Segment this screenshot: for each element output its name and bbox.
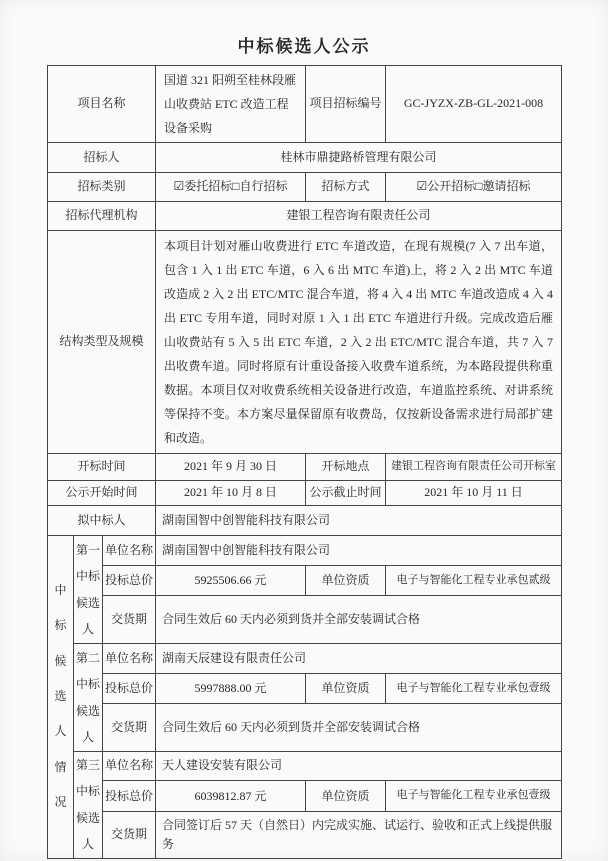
candidate1-delivery-label: 交货期	[103, 596, 156, 644]
candidate3-qualification-value: 电子与智能化工程专业承包壹级	[386, 781, 562, 812]
publicity-end-label: 公示截止时间	[306, 481, 386, 506]
proposed-winner-label: 拟中标人	[48, 506, 156, 536]
candidate1-delivery-value: 合同生效后 60 天内必须到货并全部安装调试合格	[156, 596, 562, 644]
method-label: 招标方式	[306, 173, 386, 202]
publicity-start-label: 公示开始时间	[48, 481, 156, 506]
page-title: 中标候选人公示	[237, 37, 371, 56]
announcement-table	[47, 65, 562, 859]
candidate2-price-value: 5997888.00 元	[156, 674, 306, 704]
candidate3-name-label: 单位名称	[103, 752, 156, 781]
candidate3-price-value: 6039812.87 元	[156, 781, 306, 812]
structure-label: 结构类型及规模	[48, 231, 156, 454]
candidate1-qualification-label: 单位资质	[306, 566, 386, 596]
candidate2-price-label: 投标总价	[103, 674, 156, 704]
category-checkbox-value: ☑委托招标□自行招标	[156, 173, 306, 202]
candidate1-name-label: 单位名称	[103, 536, 156, 566]
structure-description: 本项目计划对雁山收费进行 ETC 车道改造，在现有规模(7 入 7 出车道，包含 1 入 1 出 ETC 车道，6 入 6 出 MTC 车道)上，将 2 入 2 出 MTC 车道改造成 2 入 2 出 ETC/MTC 混合车道，将 4 入 4 出 MTC 车道改造成 4 入 4 出 ETC 专用车道，同时对原 1 入 1 出 ETC 车道进行升级。完成改造后雁山收费站有 5 入 5 出 ETC 车道，2 入 2 出 ETC/MTC 混合车道，共 7 入 7 出收费车道。同时将原有计重设备接入收费车道系统，为本路段提供称重数据。本项目仅对收费系统相关设备进行改造，车道监控系统、对讲系统等保持不变。本方案尽量保留原有收费岛，仅按新设备需求进行局部扩建和改造。	[156, 231, 562, 454]
candidate1-price-value: 5925506.66 元	[156, 566, 306, 596]
row-candidate2-name	[48, 644, 562, 674]
publicity-start-value: 2021 年 10 月 8 日	[156, 481, 306, 506]
tenderee-label: 招标人	[48, 143, 156, 173]
row-candidate3-delivery	[48, 812, 562, 858]
row-category	[48, 173, 562, 202]
candidate2-name-value: 湖南天辰建设有限责任公司	[156, 644, 562, 674]
candidate2-qualification-label: 单位资质	[306, 674, 386, 704]
row-candidate2-delivery	[48, 704, 562, 752]
project-name-value: 国道 321 阳朔至桂林段雁山收费站 ETC 改造工程设备采购	[156, 66, 306, 143]
method-checkbox-value: ☑公开招标□邀请招标	[386, 173, 562, 202]
candidate2-qualification-value: 电子与智能化工程专业承包壹级	[386, 674, 562, 704]
row-candidate1-price	[48, 566, 562, 596]
candidate3-rank-label: 第三中标候选人	[74, 752, 103, 859]
candidate3-delivery-label: 交货期	[103, 812, 156, 858]
opening-time-value: 2021 年 9 月 30 日	[156, 454, 306, 481]
opening-place-label: 开标地点	[306, 454, 386, 481]
row-candidate2-price	[48, 674, 562, 704]
opening-place-value: 建银工程咨询有限责任公司开标室	[386, 454, 562, 481]
candidate3-qualification-label: 单位资质	[306, 781, 386, 812]
proposed-winner-value: 湖南国智中创智能科技有限公司	[156, 506, 562, 536]
candidate3-delivery-value: 合同签订后 57 天（自然日）内完成实施、试运行、验收和正式上线提供服务	[156, 812, 562, 858]
row-agency	[48, 202, 562, 231]
row-candidate3-name	[48, 752, 562, 781]
row-publicity	[48, 481, 562, 506]
row-proposed-winner	[48, 506, 562, 536]
row-opening	[48, 454, 562, 481]
candidate3-name-value: 天人建设安装有限公司	[156, 752, 562, 781]
publicity-end-value: 2021 年 10 月 11 日	[386, 481, 562, 506]
candidate1-rank-label: 第一中标候选人	[74, 536, 103, 644]
row-candidate1-delivery	[48, 596, 562, 644]
candidate2-rank-label: 第二中标候选人	[74, 644, 103, 752]
bid-number-value: GC-JYZX-ZB-GL-2021-008	[386, 66, 562, 143]
tenderee-value: 桂林市鼎捷路桥管理有限公司	[156, 143, 562, 173]
row-candidate1-name	[48, 536, 562, 566]
candidate2-delivery-label: 交货期	[103, 704, 156, 752]
agency-label: 招标代理机构	[48, 202, 156, 231]
opening-time-label: 开标时间	[48, 454, 156, 481]
candidate1-price-label: 投标总价	[103, 566, 156, 596]
candidates-section-label: 中标候选人情况	[48, 536, 74, 859]
row-tenderee	[48, 143, 562, 173]
project-name-label: 项目名称	[48, 66, 156, 143]
category-label: 招标类别	[48, 173, 156, 202]
candidate2-name-label: 单位名称	[103, 644, 156, 674]
row-project	[48, 66, 562, 143]
bid-number-label: 项目招标编号	[306, 66, 386, 143]
row-candidate3-price	[48, 781, 562, 812]
candidate1-qualification-value: 电子与智能化工程专业承包贰级	[386, 566, 562, 596]
agency-value: 建银工程咨询有限责任公司	[156, 202, 562, 231]
candidate1-name-value: 湖南国智中创智能科技有限公司	[156, 536, 562, 566]
candidate2-delivery-value: 合同生效后 60 天内必须到货并全部安装调试合格	[156, 704, 562, 752]
candidate3-price-label: 投标总价	[103, 781, 156, 812]
row-structure	[48, 231, 562, 454]
